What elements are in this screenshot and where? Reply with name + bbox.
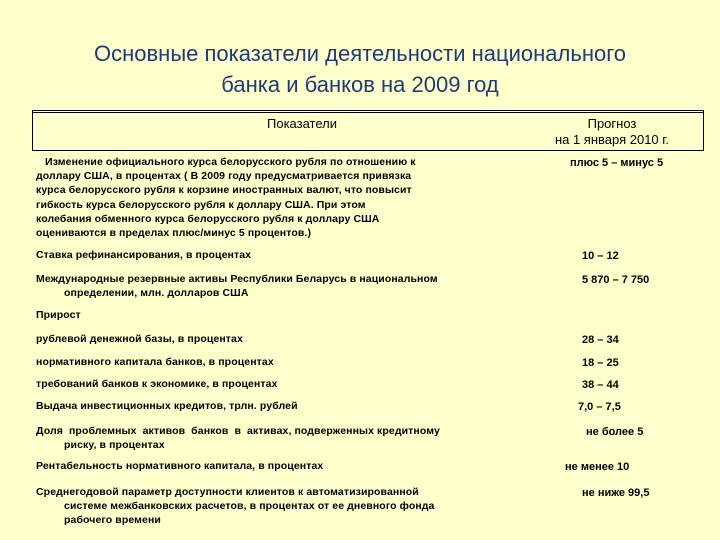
- row-value-monetary-base: 28 – 34: [582, 334, 619, 346]
- table-row-capital-profitability: [36, 459, 506, 473]
- row-label-line: колебания обменного курса белорусского рубля к доллару США: [36, 212, 380, 225]
- table-row-refinancing-rate: [36, 248, 506, 262]
- header-left-border: [32, 110, 33, 150]
- row-label-line: нормативного капитала банков, в процентах: [36, 356, 274, 368]
- row-label-line: рублевой денежной базы, в процентах: [36, 333, 243, 345]
- header-forecast: [522, 116, 702, 148]
- table-row-regulatory-capital: [36, 355, 506, 369]
- row-label-line: оцениваются в пределах плюс/минус 5 процентов.): [36, 227, 312, 240]
- row-value-regulatory-capital: 18 – 25: [582, 357, 619, 369]
- table-row-exchange-rate: [36, 155, 506, 240]
- row-label-line: гибкость курса белорусского рубля к доллару США. При этом: [36, 198, 366, 211]
- row-label-line: рабочего времени: [64, 514, 161, 527]
- row-value-capital-profitability: не менее 10: [565, 461, 630, 473]
- header-bottom-border: [32, 150, 704, 151]
- table-top-border: [32, 110, 704, 113]
- row-value-bank-claims: 38 – 44: [582, 379, 619, 391]
- row-label-line: Изменение официального курса белорусского рубля по отношению к: [36, 156, 416, 168]
- table-row-growth-heading: [36, 308, 506, 322]
- row-value-problem-assets: не более 5: [586, 426, 644, 438]
- table-row-client-access: [36, 485, 506, 528]
- row-label-line: риску, в процентах: [64, 439, 165, 452]
- page-title: [0, 38, 720, 100]
- title-line-1: Основные показатели деятельности национального: [94, 41, 626, 66]
- row-label-line: Международные резервные активы Республики Беларусь в национальном: [36, 273, 438, 285]
- row-label-line: определении, млн. долларов США: [64, 287, 249, 300]
- header-right-border: [703, 110, 704, 150]
- row-label-line: системе межбанковских расчетов, в процентах от ее дневного фонда: [64, 500, 435, 513]
- table-row-investment-loans: [36, 399, 506, 413]
- row-value-client-access: не ниже 99,5: [582, 487, 650, 499]
- row-label-line: доллару США, в процентах ( В 2009 году предусматривается привязка: [36, 170, 412, 183]
- header-forecast-line-2: на 1 января 2010 г.: [554, 132, 670, 147]
- row-label-line: Рентабельность нормативного капитала, в процентах: [36, 460, 324, 472]
- row-label-line: Прирост: [36, 309, 81, 321]
- row-label-line: Выдача инвестиционных кредитов, трлн. рублей: [36, 400, 298, 412]
- row-value-refinancing-rate: 10 – 12: [582, 250, 619, 262]
- row-label-line: требований банков к экономике, в процентах: [36, 378, 278, 390]
- title-line-2: банка и банков на 2009 год: [221, 72, 499, 97]
- header-forecast-line-1: Прогноз: [587, 116, 637, 131]
- indicators-table: [32, 110, 704, 540]
- row-label-line: Среднегодовой параметр доступности клиентов к автоматизированной: [36, 486, 419, 498]
- header-indicators: Показатели: [267, 116, 337, 131]
- row-value-reserve-assets: 5 870 – 7 750: [582, 274, 650, 286]
- row-label-line: Доля проблемных активов банков в активах, подверженных кредитному: [36, 425, 440, 437]
- row-value-exchange-rate: плюс 5 – минус 5: [570, 157, 664, 169]
- table-row-bank-claims: [36, 377, 506, 391]
- row-label-line: Ставка рефинансирования, в процентах: [36, 249, 252, 261]
- row-label-line: курса белорусского рубля к корзине иностранных валют, что повысит: [36, 184, 412, 197]
- row-value-investment-loans: 7,0 – 7,5: [578, 401, 621, 413]
- table-row-monetary-base: [36, 332, 506, 346]
- table-row-problem-assets: [36, 424, 506, 452]
- table-row-reserve-assets: [36, 272, 506, 300]
